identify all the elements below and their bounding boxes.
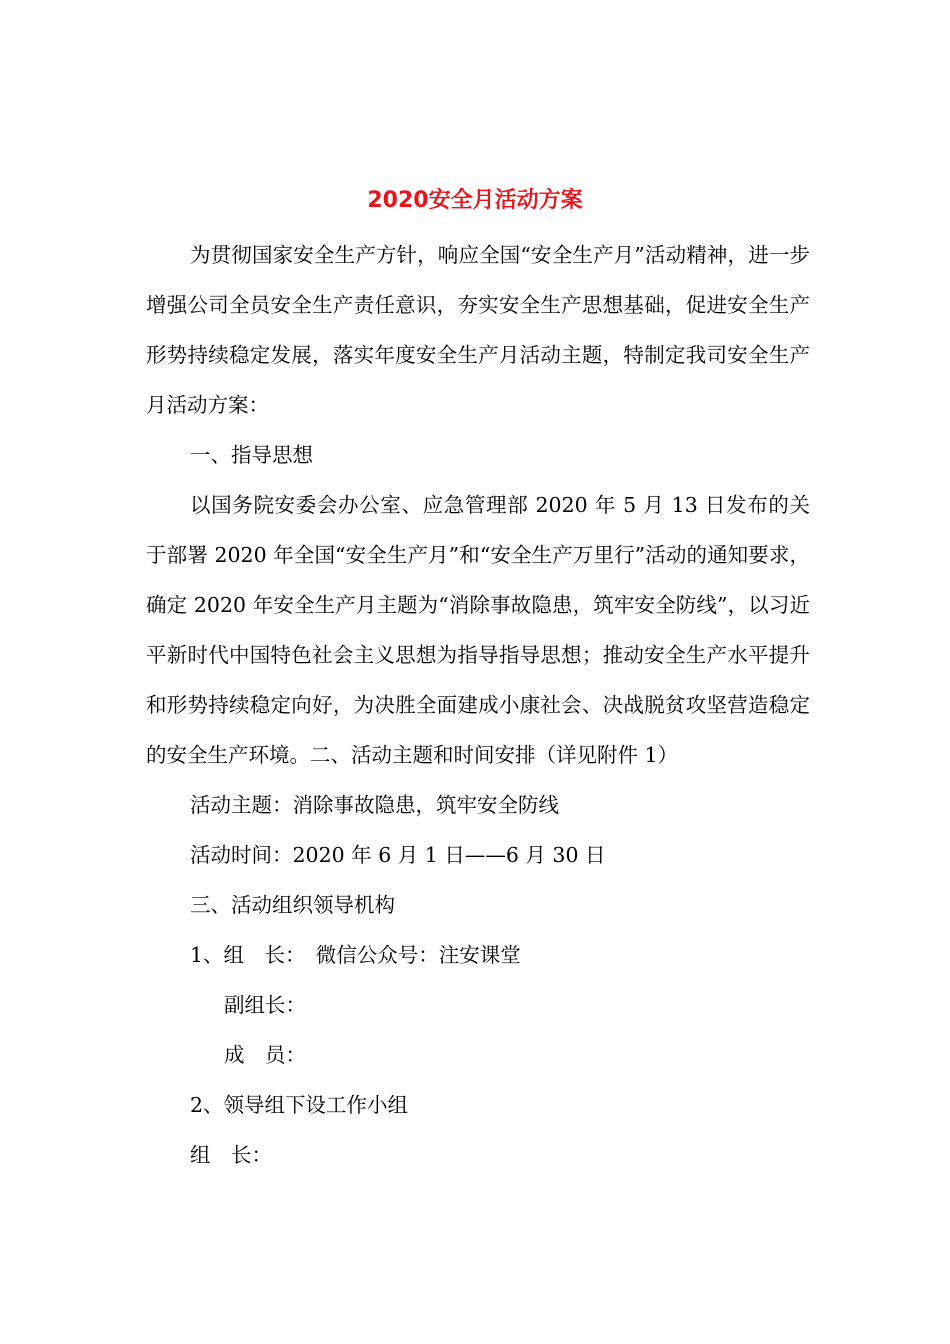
document-title: 2020安全月活动方案 bbox=[367, 188, 583, 213]
activity-time-line: 活动时间：2020 年 6 月 1 日——6 月 30 日 bbox=[190, 843, 606, 867]
group-leader-line: 组 长： bbox=[190, 1143, 272, 1167]
intro-paragraph: 为贯彻国家安全生产方针，响应全国“安全生产月”活动精神，进一步增强公司全员安全生产责任意识，夯实安全生产思想基础，促进安全生产形势持续稳定发展，落实年度安全生产月活动主题，特制定我司安全生产月活动方案： bbox=[146, 243, 810, 417]
deputy-leader-line: 副组长： bbox=[224, 993, 306, 1017]
section-heading-guiding-ideology: 一、指导思想 bbox=[190, 443, 313, 467]
members-line: 成 员： bbox=[224, 1043, 306, 1067]
activity-theme-line: 活动主题：消除事故隐患，筑牢安全防线 bbox=[190, 793, 559, 817]
document-body bbox=[146, 230, 810, 1180]
working-group-line: 2、领导组下设工作小组 bbox=[190, 1093, 409, 1117]
section-heading-organization: 三、活动组织领导机构 bbox=[190, 893, 395, 917]
leader-line: 1、组 长： 微信公众号：注安课堂 bbox=[190, 943, 521, 967]
guiding-ideology-paragraph: 以国务院安委会办公室、应急管理部 2020 年 5 月 13 日发布的关于部署 2020 年全国“安全生产月”和“安全生产万里行”活动的通知要求，确定 2020 年安全生产月主题为“消除事故隐患，筑牢安全防线”，以习近平新时代中国特色社会主义思想为指导指导思想；推动安全生产水平提升和形势持续稳定向好，为决胜全面建成小康社会、决战脱贫攻坚营造稳定的安全生产环境。二、活动主题和时间安排（详见附件 1） bbox=[146, 493, 810, 767]
